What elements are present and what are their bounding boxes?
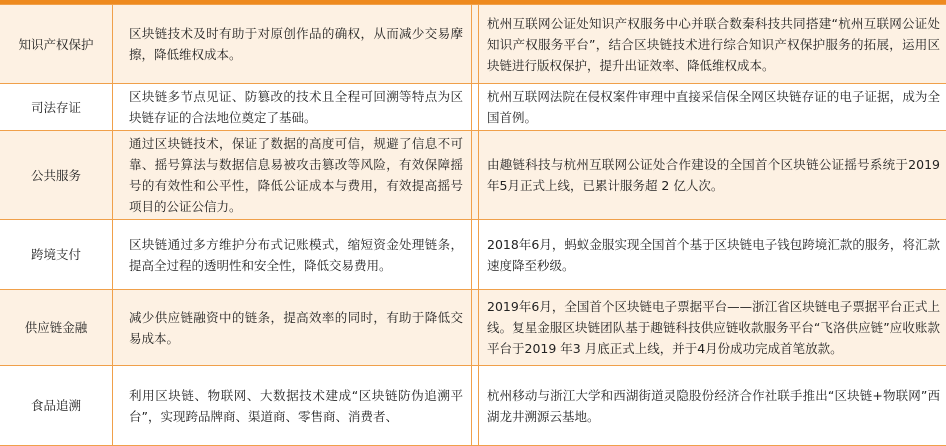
- role-text: 区块链技术及时有助于对原创作品的确权，从而减少交易摩擦，降低维权成本。: [129, 23, 463, 65]
- role-cell: [113, 131, 472, 220]
- role-text: 区块链通过多方维护分布式记账模式，缩短资金处理链条，提高全过程的透明性和安全性，降低交易费用。: [129, 234, 463, 276]
- case-cell: [479, 290, 946, 366]
- case-text: 2018年6月，蚂蚁金服实现全国首个基于区块链电子钱包跨境汇款的服务，将汇款速度降至秒级。: [487, 234, 940, 276]
- role-text: 通过区块链技术，保证了数据的高度可信，规避了信息不可靠、摇号算法与数据信息易被攻击篡改等风险，有效保障摇号的有效性和公平性，降低公证成本与费用，有效提高摇号项目的公证公信力。: [129, 133, 463, 217]
- table-row: [0, 5, 946, 84]
- case-text: 由趣链科技与杭州互联网公证处合作建设的全国首个区块链公证摇号系统于2019年5月正式上线，已累计服务超 2 亿人次。: [487, 154, 940, 196]
- field-cell: [0, 290, 113, 366]
- case-text: 2019年6月，全国首个区块链电子票据平台——浙江省区块链电子票据平台正式上线。复星金服区块链团队基于趣链科技供应链收款服务平台“飞洛供应链”应收账款平台于2019 年3 月底正式上线，并于4月份成功完成首笔放款。: [487, 296, 940, 359]
- field-label: 食品追溯: [4, 395, 108, 416]
- field-label: 供应链金融: [4, 317, 108, 338]
- table-row: [0, 84, 946, 131]
- field-cell: [0, 366, 113, 446]
- role-cell: [113, 290, 472, 366]
- field-label: 跨境支付: [4, 244, 108, 265]
- case-text: 杭州互联网法院在侵权案件审理中直接采信保全网区块链存证的电子证据，成为全国首例。: [487, 86, 940, 128]
- case-text: 杭州移动与浙江大学和西湖街道灵隐股份经济合作社联手推出“区块链+物联网”西湖龙井溯源云基地。: [487, 385, 940, 427]
- field-label: 公共服务: [4, 165, 108, 186]
- case-cell: [479, 366, 946, 446]
- field-cell: [0, 5, 113, 84]
- field-cell: [0, 131, 113, 220]
- case-cell: [479, 131, 946, 220]
- field-cell: [0, 220, 113, 290]
- table-row: [0, 220, 946, 290]
- case-cell: [479, 84, 946, 131]
- table-row: [0, 131, 946, 220]
- case-cell: [479, 5, 946, 84]
- role-cell: [113, 5, 472, 84]
- field-label: 知识产权保护: [4, 34, 108, 55]
- field-label: 司法存证: [4, 97, 108, 118]
- case-cell: [479, 220, 946, 290]
- field-cell: [0, 84, 113, 131]
- case-text: 杭州互联网公证处知识产权服务中心并联合数秦科技共同搭建“杭州互联网公证处知识产权服务平台”，结合区块链技术进行综合知识产权保护服务的拓展，运用区块链进行版权保护，提升出证效率、降低维权成本。: [487, 13, 940, 76]
- role-cell: [113, 366, 472, 446]
- role-text: 利用区块链、物联网、大数据技术建成“区块链防伪追溯平台”，实现跨品牌商、渠道商、零售商、消费者、: [129, 385, 463, 427]
- table-row: [0, 290, 946, 366]
- table-row: [0, 366, 946, 446]
- role-cell: [113, 84, 472, 131]
- blockchain-applications-table: [0, 4, 946, 446]
- role-text: 区块链多节点见证、防篡改的技术且全程可回溯等特点为区块链存证的合法地位奠定了基础。: [129, 86, 463, 128]
- role-cell: [113, 220, 472, 290]
- role-text: 减少供应链融资中的链条，提高效率的同时，有助于降低交易成本。: [129, 307, 463, 349]
